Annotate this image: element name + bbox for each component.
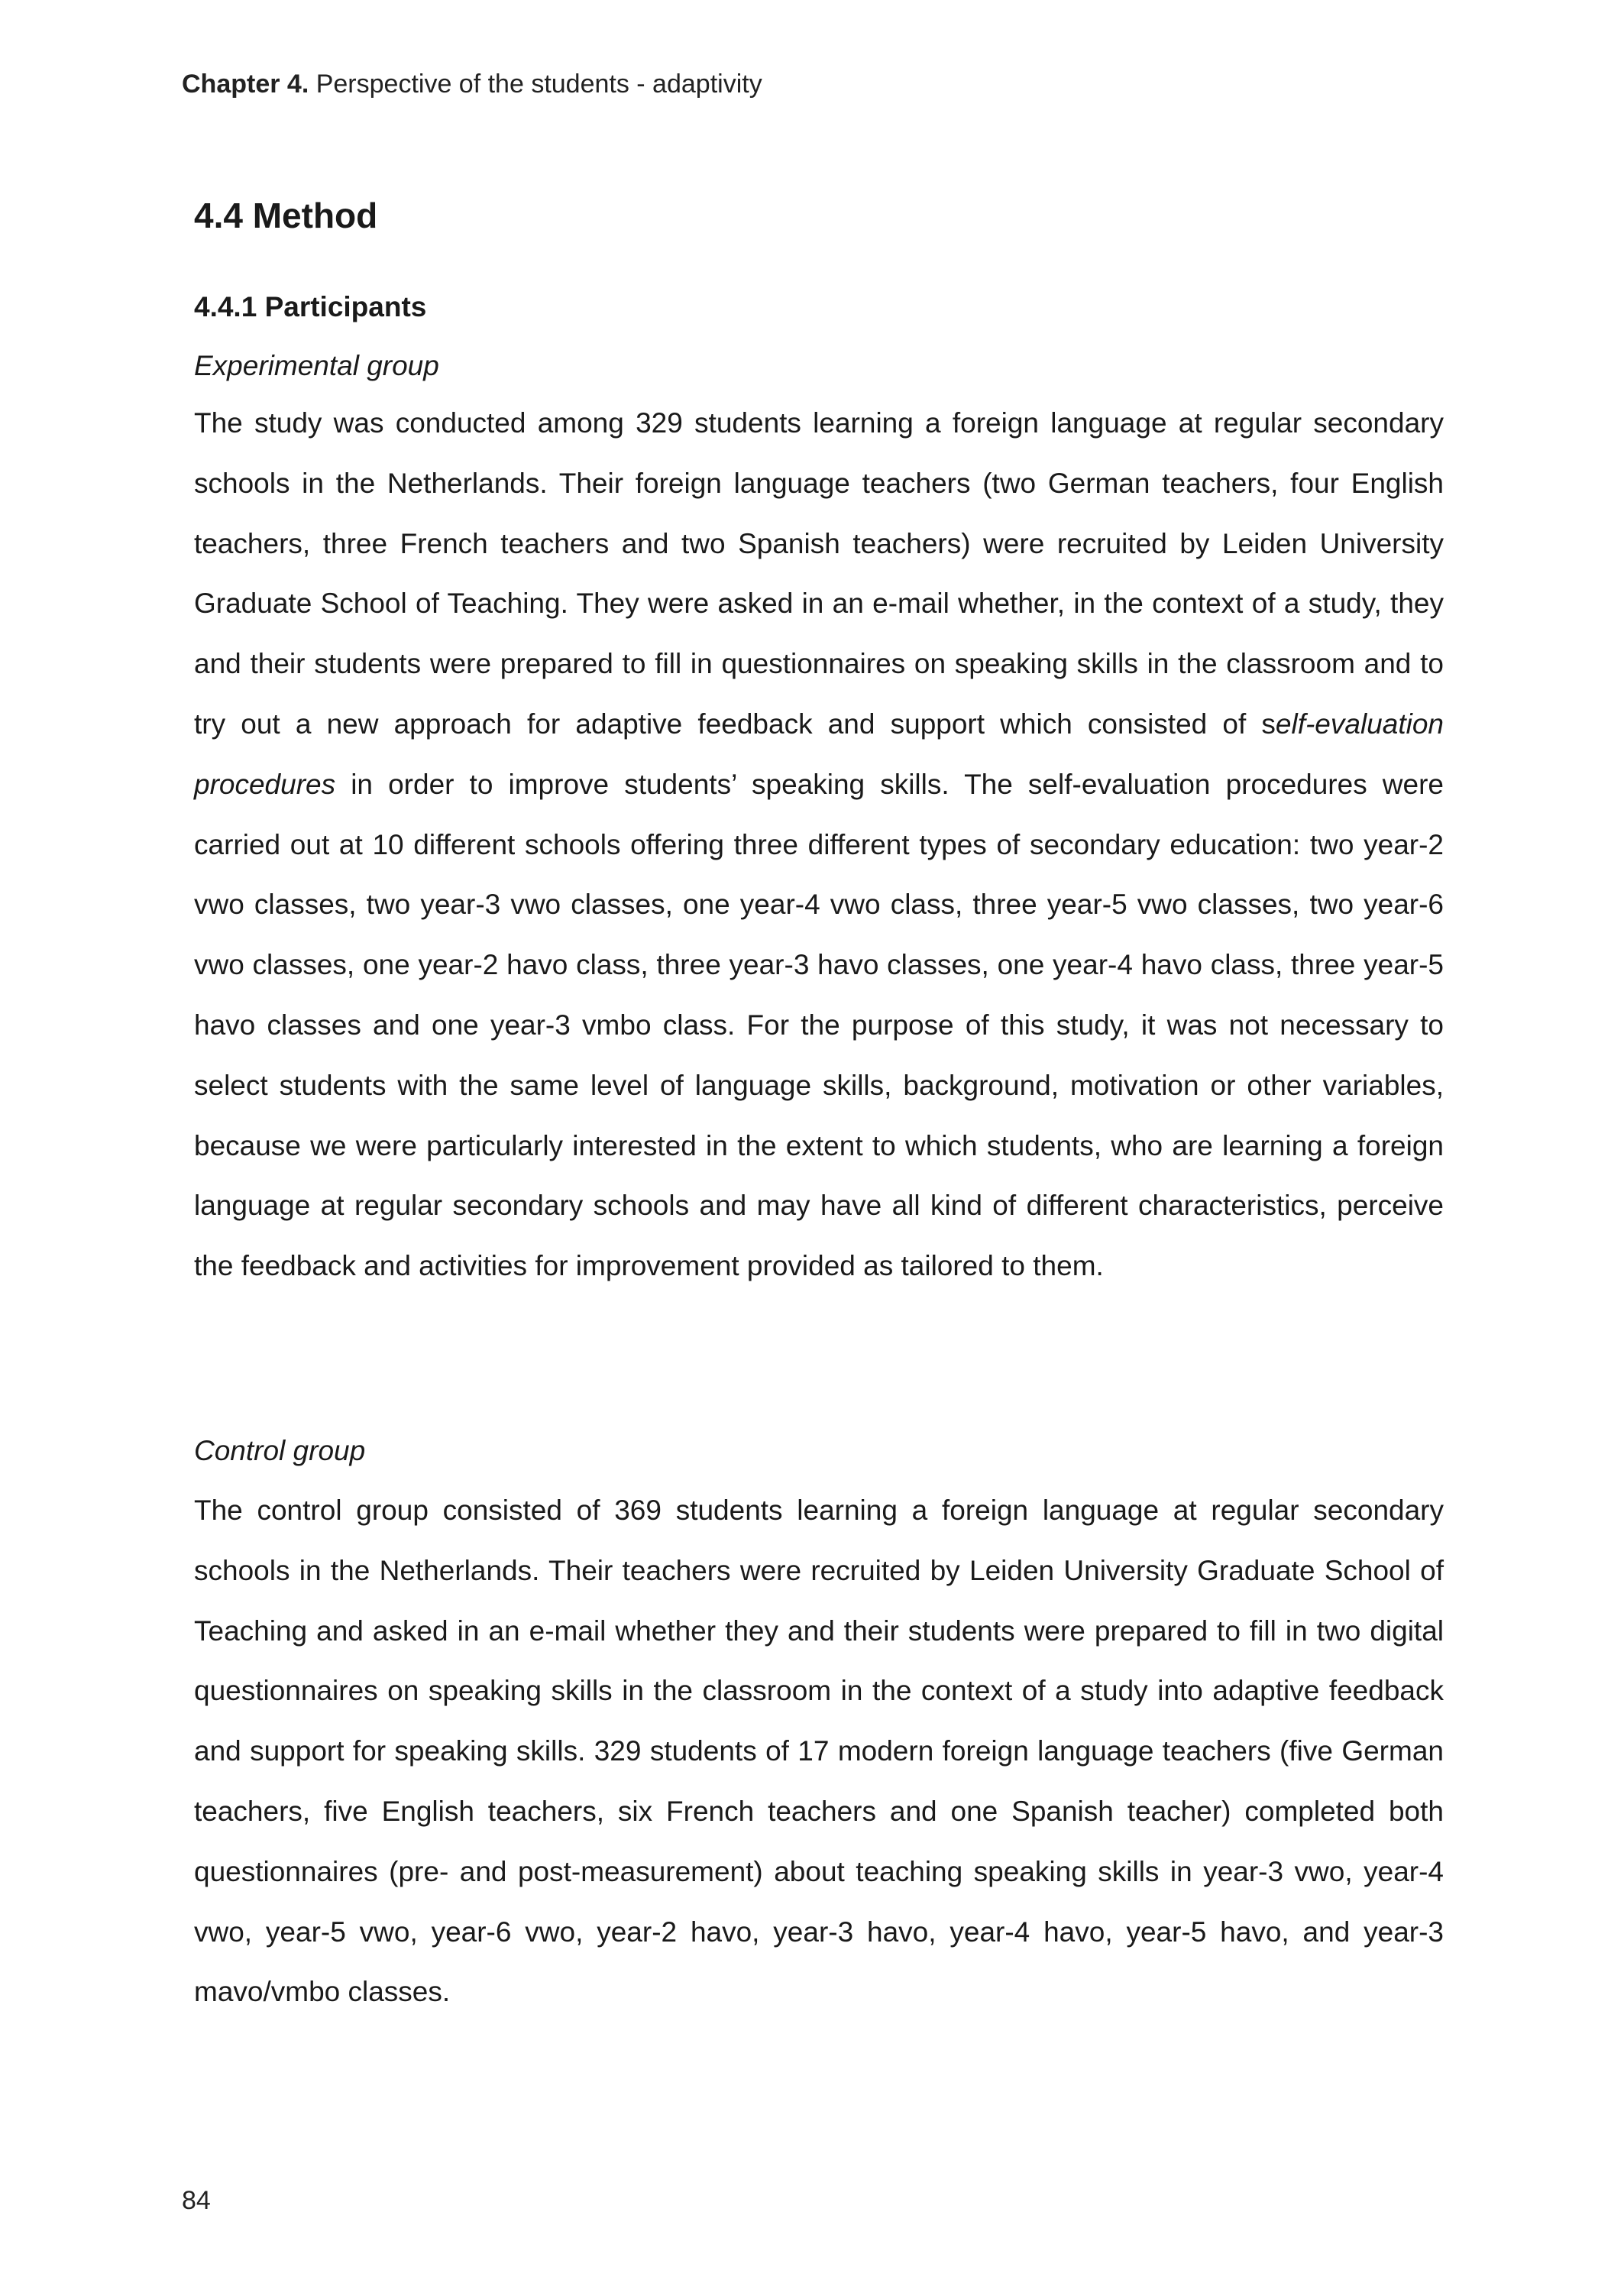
control-group-paragraph: The control group consisted of 369 students learning a foreign language at regular secondary schools in the Netherlands. Their teachers were recruited by Leiden University Graduate School of Teaching and asked in an e-mail whether they and their students were prepared to fill in two digital questionnaires on speaking skills in the classroom in the context of a study into adaptive feedback and support for speaking skills. 329 students of 17 modern foreign language teachers (five German teachers, five English teachers, six French teachers and one Spanish teacher) completed both questionnaires (pre- and post-measurement) about teaching speaking skills in year-3 vwo, year-4 vwo, year-5 vwo, year-6 vwo, year-2 havo, year-3 havo, year-4 havo, year-5 havo, and year-3 mavo/vmbo classes.: [194, 1495, 1444, 2008]
running-header: [182, 67, 762, 101]
section-heading: 4.4 Method: [194, 196, 378, 235]
experimental-text-italic: elf-evaluation procedures: [194, 708, 1444, 800]
experimental-group-heading: Experimental group: [194, 350, 439, 381]
experimental-text-after: in order to improve students’ speaking skills. The self-evaluation procedures were carried out at 10 different schools offering three different types of secondary education: two year-2 vwo classes, two year-3 vwo classes, one year-4 vwo class, three year-5 vwo classes, two year-6 vwo classes, one year-2 havo class, three year-3 havo classes, one year-4 havo class, three year-5 havo classes and one year-3 vmbo class. For the purpose of this study, it was not necessary to select students with the same level of language skills, background, motivation or other variables, because we were particularly interested in the extent to which students, who are learning a foreign language at regular secondary schools and may have all kind of different characteristics, perceive the feedback and activities for improvement provided as tailored to them.: [194, 768, 1444, 1282]
chapter-title: Perspective of the students - adaptivity: [315, 70, 762, 99]
page-number: 84: [182, 2186, 211, 2215]
control-group-heading: Control group: [194, 1435, 366, 1466]
subsection-heading: 4.4.1 Participants: [194, 291, 427, 322]
experimental-text-before: The study was conducted among 329 students learning a foreign language at regular secondary schools in the Netherlands. Their foreign language teachers (two German teachers, four English teachers, three French teachers and two Spanish teachers) were recruited by Leiden University Graduate School of Teaching. They were asked in an e-mail whether, in the context of a study, they and their students were prepared to fill in questionnaires on speaking skills in the classroom and to try out a new approach for adaptive feedback and support which consisted of s: [194, 407, 1444, 740]
chapter-label: Chapter 4.: [182, 70, 309, 99]
experimental-group-paragraph: [194, 394, 1444, 1297]
